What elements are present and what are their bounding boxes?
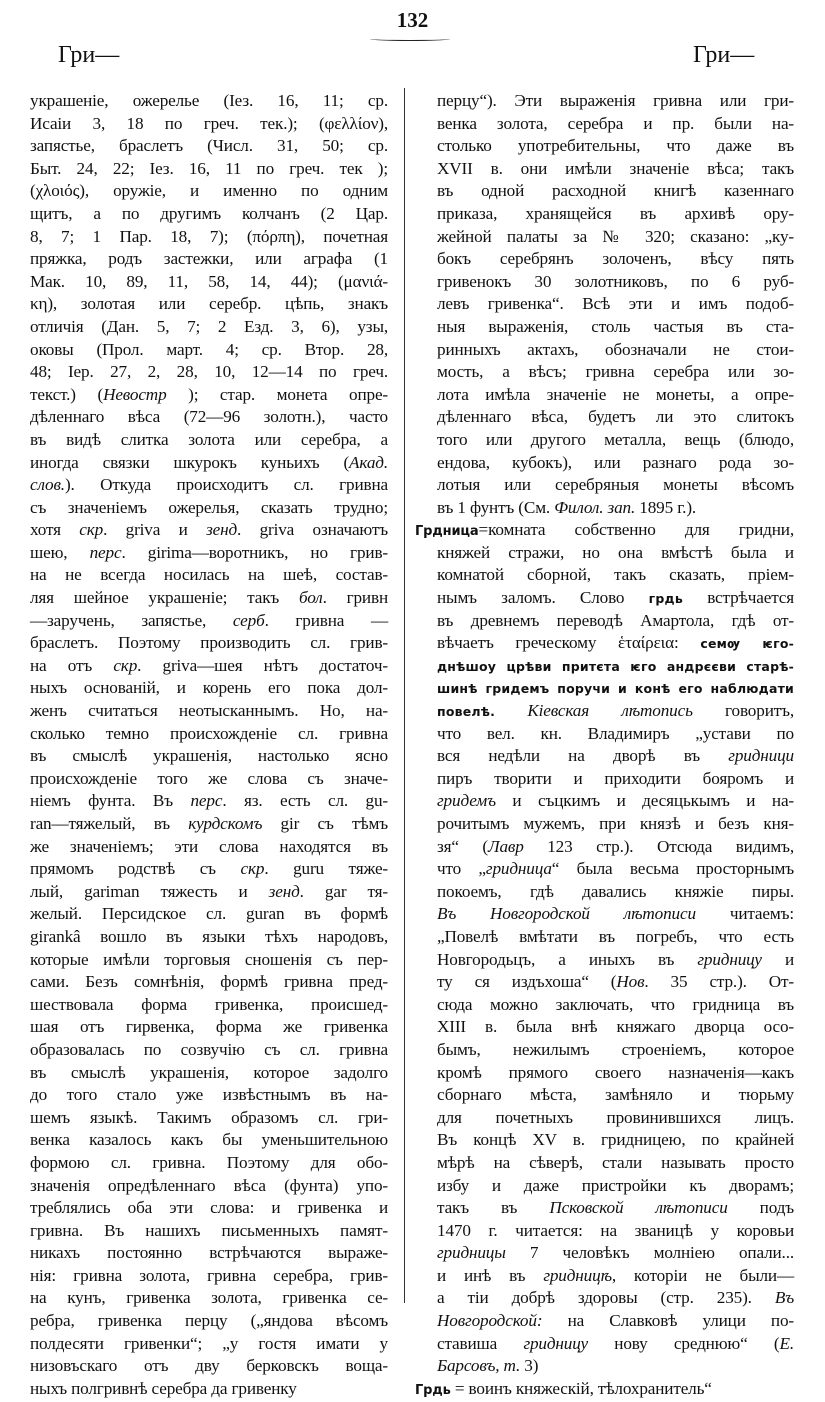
text-line (30, 1016, 388, 1039)
text-segment: XIII в. была внѣ княжаго дворца осо- (437, 1017, 794, 1037)
text-segment: полдесяти гривенки“; „у гостя имати у (30, 1333, 388, 1353)
text-segment: ныхъ полгривнѣ серебра да гривенку (30, 1378, 297, 1398)
text-line (30, 813, 388, 836)
text-line (437, 858, 794, 881)
text-line (437, 881, 794, 904)
text-segment: женъ считаться неотысканнымъ. Но, на- (30, 701, 388, 721)
text-line (30, 587, 388, 610)
text-segment: формою сл. гривна. Поэтому для обо- (30, 1152, 388, 1172)
text-line (30, 723, 388, 746)
text-segment: сколько темно происхожденіе сл. гривна (30, 723, 388, 743)
text-line (437, 1016, 794, 1039)
text-line (30, 135, 388, 158)
text-line (437, 564, 794, 587)
text-segment: Новгородьцъ, а иныхъ въ (437, 949, 698, 969)
text-segment: что вел. кн. Владимиръ „устави по (437, 723, 794, 743)
text-segment: вѣчаетъ греческому ἑταίρεια: (437, 633, 701, 653)
text-line (437, 452, 794, 475)
text-segment: левъ гривенка“. Всѣ эти и имъ подоб- (437, 294, 794, 314)
italic-text: бол (298, 588, 323, 608)
text-segment: образовалась по созвучію съ сл. гривна (30, 1039, 388, 1059)
slavonic-quote: грдь (648, 591, 683, 607)
text-line (437, 677, 794, 700)
text-segment: шею, (30, 542, 90, 562)
text-segment: говоритъ, (692, 701, 794, 721)
text-segment: венка казалось какъ бы уменьшительною (30, 1130, 388, 1150)
italic-text: Е. (779, 1333, 794, 1353)
text-segment: перцу“). Эти выраженія гривна или гри- (437, 91, 794, 110)
text-line (30, 542, 388, 565)
italic-text: Кіевская лѣтопись (527, 701, 693, 721)
text-segment: прямомъ родствѣ съ (30, 859, 241, 879)
running-head-right: Гри— (693, 42, 755, 68)
text-line (30, 790, 388, 813)
text-segment: „Повелѣ вмѣтати въ погребъ, что есть (437, 926, 794, 946)
text-segment: ran—тяжелый, въ (30, 814, 189, 833)
italic-text: гридницы (437, 1243, 506, 1263)
text-segment: приказа, хранящейся въ архивѣ ору- (437, 203, 794, 223)
text-line (437, 203, 794, 226)
italic-text: Барсовъ, т. (437, 1356, 521, 1376)
text-line (30, 745, 388, 768)
text-segment: въ видѣ слитка золота или серебра, а (30, 429, 388, 449)
text-segment: сами. Безъ сомнѣнія, формѣ гривна пред- (30, 972, 388, 992)
text-segment: нія: гривна золота, гривна серебра, грив- (30, 1265, 388, 1285)
italic-text: гридемъ (437, 791, 496, 811)
text-line (437, 1333, 794, 1356)
italic-text: серб (232, 610, 265, 630)
text-segment: Мак. 10, 89, 11, 58, 14, 44); (μανιά- (30, 271, 388, 291)
text-segment: дѣленнаго вѣса, будетъ ли это слитокъ (437, 407, 794, 427)
text-segment: мѣрѣ на сѣверѣ, стали называть просто (437, 1152, 794, 1172)
text-segment: столько употребительны, что даже въ (437, 136, 794, 156)
text-line (30, 361, 388, 384)
text-segment: лота имѣла значеніе не монеты, а опре- (437, 384, 794, 404)
text-line (437, 1129, 794, 1152)
text-line (30, 429, 388, 452)
text-line (30, 1152, 388, 1175)
text-segment: Быт. 24, 22; Іез. 16, 11 по греч. тек ); (30, 158, 388, 178)
text-segment: ); стар. монета опре- (166, 384, 388, 404)
text-segment: браслетъ. Поэтому производить сл. грив- (30, 633, 388, 653)
italic-text: гридница (485, 859, 552, 879)
italic-text: Лавр (487, 836, 524, 856)
text-line (437, 723, 794, 746)
text-line (437, 113, 794, 136)
text-segment: венка золота, серебра и пр. были на- (437, 113, 794, 133)
text-segment: съ значеніемъ ожерелья, сказать трудно; (30, 497, 388, 517)
text-line (437, 1287, 794, 1310)
text-segment: хотя (30, 520, 80, 540)
text-line (30, 836, 388, 859)
text-line (30, 655, 388, 678)
text-line (415, 519, 794, 542)
text-segment: щитъ, а по другимъ колчанъ (2 Цар. (30, 203, 388, 223)
text-segment: оковы (Прол. март. 4; ср. Втор. 28, (30, 339, 388, 359)
text-segment: —заручень, запястье, (30, 610, 233, 630)
text-segment: рочитымъ мужемъ, при князѣ и безъ кня- (437, 814, 794, 833)
text-segment: 7 человѣкъ молніею опали... (505, 1243, 794, 1263)
text-line (30, 994, 388, 1017)
text-segment: . guru тяже- (264, 859, 388, 879)
text-line (30, 203, 388, 226)
text-segment: , которіи не были— (611, 1265, 795, 1285)
text-segment: =комната собственно для гридни, (478, 520, 794, 540)
text-line (30, 926, 388, 949)
italic-text: Акад. (349, 452, 388, 472)
text-segment: бокъ серебрянъ золоченъ, вѣсу пять (437, 249, 794, 269)
italic-text: скр (113, 655, 138, 675)
text-line (437, 406, 794, 429)
text-line (437, 949, 794, 972)
text-line (30, 452, 388, 475)
column-divider (404, 88, 405, 1303)
text-line (30, 1084, 388, 1107)
text-line (30, 474, 388, 497)
text-line (30, 316, 388, 339)
text-line (437, 700, 794, 723)
text-line (30, 903, 388, 926)
text-segment: ту ся издъхоша“ ( (437, 972, 617, 992)
text-line (30, 497, 388, 520)
page-number-rule (370, 37, 450, 41)
text-segment: на отъ (30, 655, 114, 675)
text-segment: ніемъ фунта. Въ (30, 791, 191, 811)
text-segment: украшеніе, ожерелье (Іез. 16, 11; ср. (30, 91, 388, 110)
text-line (437, 384, 794, 407)
text-segment: κη), золотая или серебр. цѣпь, знакъ (30, 294, 388, 314)
text-line (437, 429, 794, 452)
text-segment: . 35 стр.). От- (644, 972, 794, 992)
text-line (30, 90, 388, 113)
text-line (437, 226, 794, 249)
text-segment: Исаіи 3, 18 по греч. тек.); (φελλίον), (30, 113, 388, 133)
text-line (30, 519, 388, 542)
text-segment: пряжка, родъ застежки, или аграфа (1 (30, 249, 388, 269)
text-segment: girankâ вошло въ языки тѣхъ народовъ, (30, 926, 388, 946)
text-segment: зя“ ( (437, 836, 488, 856)
text-line (437, 271, 794, 294)
text-segment: гривна. Въ нашихъ письменныхъ памят- (30, 1220, 388, 1240)
text-segment: для почетныхъ провинившихся лицъ. (437, 1107, 794, 1127)
text-segment: . girima—воротникъ, но грив- (121, 542, 388, 562)
text-line (437, 135, 794, 158)
text-line (437, 1310, 794, 1333)
italic-text: Псковской лѣтописи (549, 1198, 728, 1218)
text-segment: до того стало уже извѣстнымъ въ на- (30, 1085, 388, 1105)
text-segment: гривенокъ 30 золотниковъ, по 6 руб- (437, 271, 794, 291)
text-segment: встрѣчается (682, 588, 794, 608)
text-segment: избу и даже пристройки къ дворамъ; (437, 1175, 794, 1195)
text-line (437, 1084, 794, 1107)
text-line (30, 158, 388, 181)
text-segment: . гривн (322, 588, 388, 608)
text-line (437, 1242, 794, 1265)
italic-text: гридницу (697, 949, 762, 969)
text-line (30, 1129, 388, 1152)
italic-text: перс (89, 542, 122, 562)
text-line (30, 1197, 388, 1220)
text-line (30, 1355, 388, 1378)
text-line (437, 655, 794, 678)
slavonic-quote: повелѣ. (437, 704, 496, 720)
right-column (415, 90, 795, 1400)
running-head-left: Гри— (58, 42, 120, 68)
headword: Грдь (415, 1382, 451, 1398)
text-segment: никахъ постоянно встрѣчаются выраже- (30, 1243, 388, 1263)
text-line (30, 1242, 388, 1265)
text-segment: иногда связки шкурокъ куньихъ ( (30, 452, 350, 472)
text-line (437, 158, 794, 181)
text-segment: 1470 г. читается: на званицѣ у коровьи (437, 1220, 794, 1240)
text-segment: 3) (520, 1356, 539, 1376)
italic-text: гридницѣ (543, 1265, 612, 1285)
text-segment: и съцкимъ и десяцькымъ и на- (495, 791, 794, 811)
text-line (30, 1310, 388, 1333)
text-line (30, 406, 388, 429)
text-segment: отличія (Дан. 5, 7; 2 Езд. 3, 6), узы, (30, 316, 388, 336)
text-segment: Въ концѣ XV в. гридницею, по крайней (437, 1130, 794, 1150)
text-line (437, 768, 794, 791)
text-line (30, 113, 388, 136)
text-line (437, 610, 794, 633)
text-line (30, 632, 388, 655)
text-segment: ендова, кубокъ), или разнаго рода зо- (437, 452, 794, 472)
text-segment: подъ (727, 1198, 794, 1218)
text-segment: вся недѣли на дворѣ въ (437, 746, 729, 766)
text-segment: въ смыслѣ украшенія, настолько ясно (30, 746, 388, 766)
text-segment: ребра, гривенка перцу („яндова вѣсомъ (30, 1311, 388, 1331)
text-segment: мость, а вѣсъ; гривна серебра или зо- (437, 362, 794, 382)
text-line (437, 1197, 794, 1220)
text-segment: XVII в. они имѣли значеніе вѣса; такъ (437, 158, 794, 178)
text-segment: на кунъ, гривенка золота, гривенка се- (30, 1288, 388, 1308)
text-segment: . griva и (103, 520, 207, 540)
text-segment: того или другого металла, вещь (блюдо, (437, 429, 794, 449)
text-line (30, 971, 388, 994)
text-line (437, 248, 794, 271)
italic-text: курдскомъ (188, 814, 263, 833)
text-line (30, 180, 388, 203)
slavonic-quote: шинѣ гридемъ поручи и конѣ его наблюдати (437, 681, 794, 697)
text-segment: нову среднюю“ ( (587, 1333, 780, 1353)
text-line (437, 1355, 794, 1378)
text-line (30, 881, 388, 904)
text-line (30, 677, 388, 700)
text-line (30, 1287, 388, 1310)
text-segment: лый, gariman тяжесть и (30, 881, 269, 901)
text-line (415, 1378, 794, 1401)
text-segment: низовъскаго отъ дву берковскъ воща- (30, 1356, 388, 1376)
italic-text: Въ (774, 1288, 794, 1308)
text-segment: покоемъ, гдѣ давались княжіе пиры. (437, 881, 794, 901)
text-segment: сюда можно заключать, что гридница въ (437, 994, 794, 1014)
text-segment: происхожденіе того же слова съ значе- (30, 768, 388, 788)
text-segment: же значеніемъ; эти слова находятся въ (30, 836, 388, 856)
text-line (30, 339, 388, 362)
text-line (437, 994, 794, 1017)
text-segment: и (761, 949, 794, 969)
text-segment: ныя выраженія, столь частыя въ ста- (437, 316, 794, 336)
text-segment: (χλοιός), оружіе, и именно по одним (30, 181, 388, 201)
text-segment: запястье, браслетъ (Числ. 31, 50; ср. (30, 136, 388, 156)
italic-text: зенд (268, 881, 300, 901)
text-line (30, 1333, 388, 1356)
page-number: 132 (396, 8, 429, 32)
text-segment: . griva—шея нѣтъ достаточ- (137, 655, 389, 675)
text-segment (495, 701, 527, 720)
text-line (437, 971, 794, 994)
text-segment: въ древнемъ переводѣ Амартола, гдѣ от- (437, 610, 794, 630)
text-segment: . гривна — (264, 610, 388, 630)
text-segment: значенія опредѣленнаго вѣса (фунта) упо- (30, 1175, 388, 1195)
text-line (437, 1220, 794, 1243)
text-line (30, 949, 388, 972)
text-segment: на не всегда носилась на шеѣ, состав- (30, 565, 388, 585)
text-segment: которые имѣли торговыя сношенія съ пер- (30, 949, 388, 969)
text-segment: “ была весьма просторнымъ (551, 859, 794, 879)
text-line (30, 293, 388, 316)
text-segment: дѣленнаго вѣса (72—96 золотн.), часто (30, 407, 388, 427)
text-segment: что „ (437, 859, 486, 879)
text-segment: въ одной расходной книгѣ казеннаго (437, 181, 794, 201)
text-segment: такъ въ (437, 1198, 550, 1218)
headword: Грдница (415, 524, 479, 540)
text-line (30, 1062, 388, 1085)
text-line (437, 180, 794, 203)
text-line (30, 248, 388, 271)
text-line (30, 768, 388, 791)
text-segment: лотыя или серебряныя монеты вѣсомъ (437, 475, 794, 495)
text-segment: на Славковѣ улици по- (542, 1311, 794, 1331)
italic-text: гридници (728, 746, 794, 766)
text-segment: желый. Персидское сл. guran въ формѣ (30, 904, 388, 924)
text-line (30, 226, 388, 249)
text-line (437, 587, 794, 610)
text-segment: шествовала форма гривенка, происшед- (30, 994, 388, 1014)
text-segment: треблялись оба эти слова: и гривенка и (30, 1198, 388, 1218)
italic-text: слов. (30, 475, 65, 495)
text-line (437, 293, 794, 316)
text-segment: княжей стражи, но она вмѣстѣ была и (437, 542, 794, 562)
italic-text: Филол. зап. (554, 497, 636, 517)
text-line (30, 564, 388, 587)
text-line (437, 90, 794, 113)
text-segment: = воинъ княжескій, тѣлохранитель“ (450, 1378, 712, 1398)
text-segment: сборнаго мѣста, замѣняло и тюрьму (437, 1085, 794, 1105)
text-segment: 8, 7; 1 Пар. 18, 7); (πόρπη), почетная (30, 226, 388, 246)
text-segment: ринныхъ актахъ, обозначали не стои- (437, 339, 794, 359)
text-line (30, 858, 388, 881)
text-line (437, 339, 794, 362)
italic-text: зенд (206, 520, 238, 540)
text-segment: ныхъ основаній, и корень его пока дол- (30, 678, 388, 698)
italic-text: скр (240, 859, 265, 879)
slavonic-quote: днѣшоу црѣви притєта ѥго андрєєви старѣ- (437, 658, 794, 674)
text-line (30, 700, 388, 723)
text-line (437, 813, 794, 836)
text-line (437, 542, 794, 565)
text-segment: шая отъ гирвенка, форма же гривенка (30, 1017, 388, 1037)
text-segment: ставиша (437, 1333, 524, 1353)
text-line (437, 926, 794, 949)
text-segment: 123 стр.). Отсюда видимъ, (523, 836, 794, 856)
left-column (30, 90, 388, 1400)
text-line (30, 384, 388, 407)
text-line (30, 271, 388, 294)
text-segment: пиръ творити и приходити бояромъ и (437, 768, 794, 788)
text-segment: бымъ, нежилымъ строеніемъ, которое (437, 1039, 794, 1059)
text-line (437, 474, 794, 497)
text-segment: жейной палаты за № 320; сказано: „ку- (437, 226, 794, 246)
text-line (437, 836, 794, 859)
text-line (30, 1265, 388, 1288)
italic-text: перс (190, 791, 223, 811)
italic-text: Въ Новгородской лѣтописи (437, 904, 696, 924)
italic-text: Нов (616, 972, 645, 992)
text-segment: шемъ языкѣ. Такимъ образомъ сл. гри- (30, 1107, 388, 1127)
text-line (437, 632, 794, 655)
text-line (30, 1107, 388, 1130)
text-segment: ). Откуда происходитъ сл. гривна (64, 475, 388, 495)
text-line (437, 790, 794, 813)
text-segment: 48; Іер. 27, 2, 28, 10, 12—14 по греч. (30, 362, 388, 382)
text-segment: gir съ тѣмъ (262, 814, 388, 833)
text-segment: . griva означаютъ (237, 520, 388, 540)
text-segment: 1895 г.). (635, 497, 697, 517)
text-line (437, 497, 794, 520)
text-segment: текст.) ( (30, 384, 104, 404)
text-segment: въ 1 фунтъ (См. (437, 497, 555, 517)
text-line (437, 1062, 794, 1085)
italic-text: скр (79, 520, 104, 540)
text-segment: . gar тя- (299, 881, 388, 901)
text-line (30, 1220, 388, 1243)
text-line (30, 1378, 388, 1401)
text-line (437, 745, 794, 768)
text-line (30, 1039, 388, 1062)
text-segment: ляя шейное украшеніе; такъ (30, 588, 299, 608)
text-segment: и инѣ въ (437, 1265, 544, 1285)
text-line (437, 1039, 794, 1062)
text-line (30, 1175, 388, 1198)
italic-text: Новгородской: (437, 1311, 543, 1331)
text-segment: нымъ заломъ. Слово (437, 588, 649, 608)
text-line (437, 1152, 794, 1175)
text-line (437, 1107, 794, 1130)
italic-text: Невостр (103, 384, 167, 404)
text-segment: а тіи добрѣ здоровы (стр. 235). (437, 1288, 775, 1308)
text-line (437, 1265, 794, 1288)
text-segment: читаемъ: (695, 904, 794, 924)
text-line (437, 361, 794, 384)
text-segment: . яз. есть сл. gu- (222, 791, 388, 811)
text-line (437, 903, 794, 926)
slavonic-quote: семѹ ѥго- (700, 636, 794, 652)
text-line (437, 316, 794, 339)
italic-text: гридницу (523, 1333, 588, 1353)
text-segment: въ смыслѣ украшенія, которое задолго (30, 1062, 388, 1082)
text-line (30, 610, 388, 633)
text-segment: комнатой сборной, такъ сказать, пріем- (437, 565, 794, 585)
text-line (437, 1175, 794, 1198)
text-segment: кромѣ прямого своего назначенія—какъ (437, 1062, 794, 1082)
